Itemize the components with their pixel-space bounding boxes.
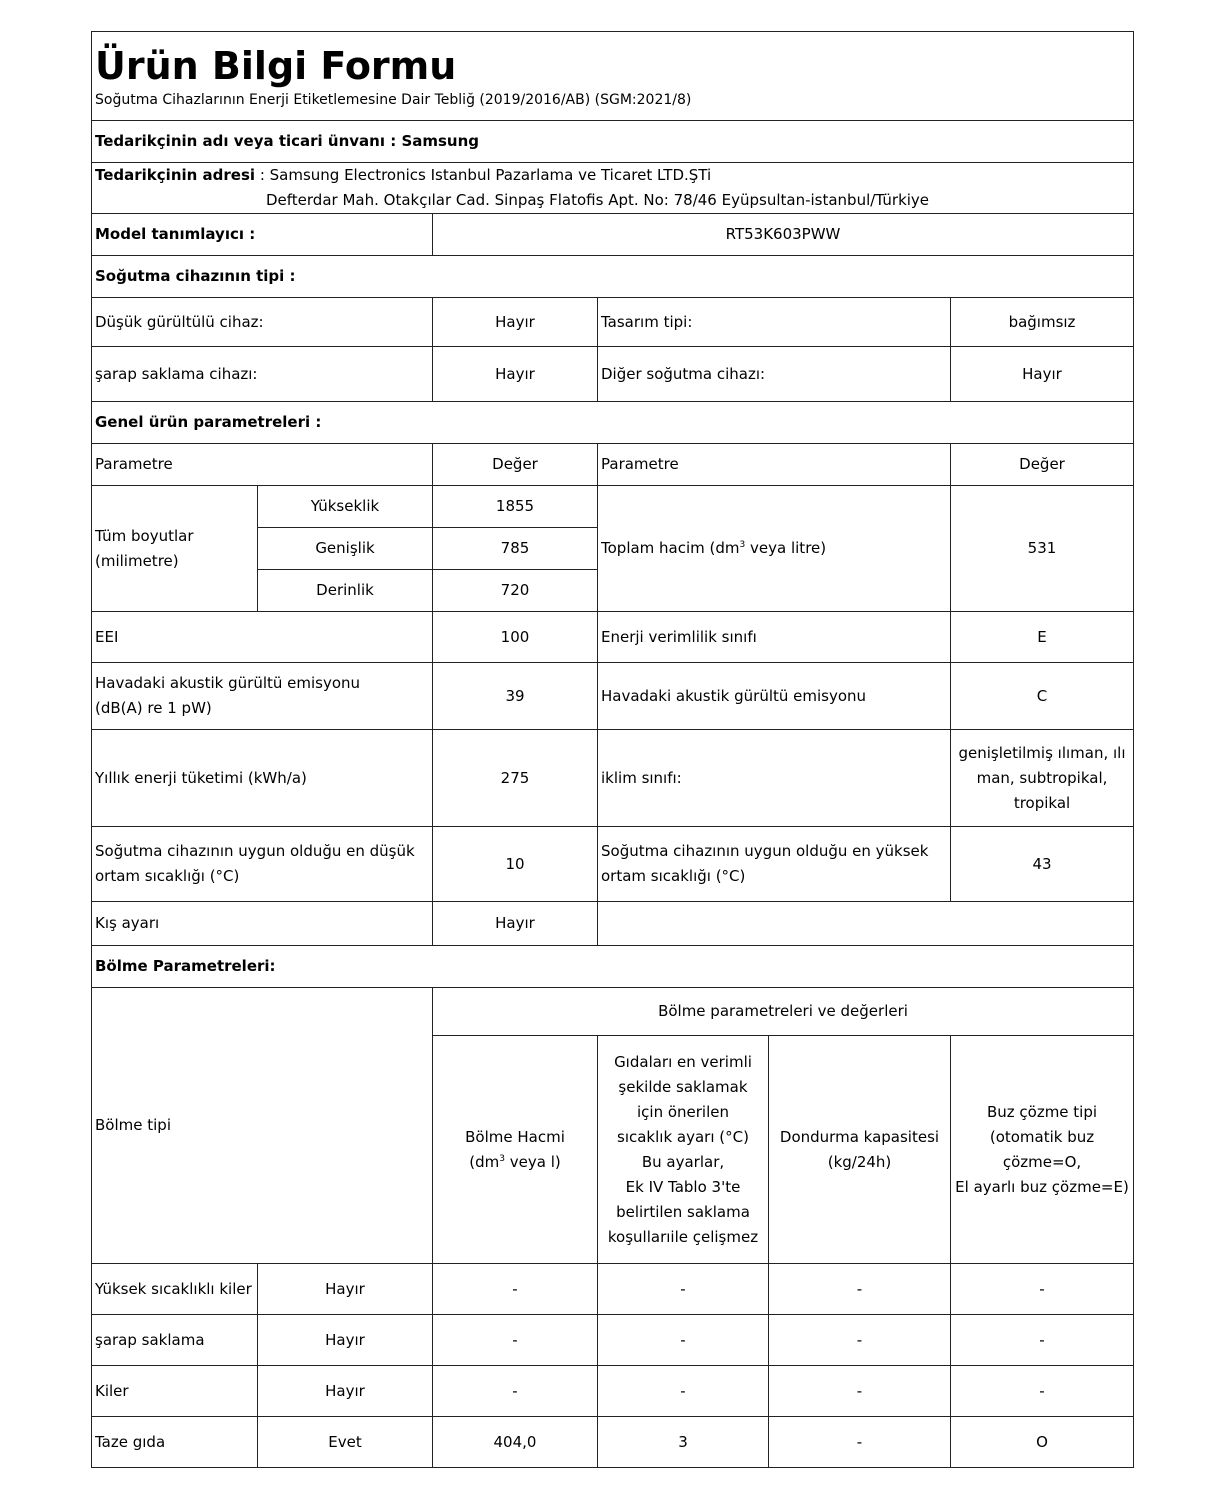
depth-label: Derinlik — [258, 570, 433, 612]
dimension-row-height — [92, 486, 1134, 528]
eei-value: 100 — [433, 612, 598, 663]
max-temp-label-line-2: ortam sıcaklığı (°C) — [601, 867, 746, 885]
freezing-capacity-header-line-1: Dondurma kapasitesi — [779, 1127, 940, 1146]
min-temp-label-line-2: ortam sıcaklığı (°C) — [95, 867, 240, 885]
min-temp-value: 10 — [433, 827, 598, 902]
design-type-label: Tasarım tipi: — [598, 298, 951, 347]
noise-label-line-1: Havadaki akustik gürültü emisyonu — [95, 674, 361, 692]
compartment-temp: 3 — [598, 1417, 769, 1468]
compartment-present: Evet — [258, 1417, 433, 1468]
compartment-freeze: - — [769, 1417, 951, 1468]
total-volume-label — [598, 486, 951, 612]
wine-storage-value: Hayır — [433, 347, 598, 402]
annual-energy-label: Yıllık enerji tüketimi (kWh/a) — [92, 730, 433, 827]
total-volume-label-a: Toplam hacim (dm — [601, 539, 740, 557]
general-column-header-row — [92, 444, 1134, 486]
width-value: 785 — [433, 528, 598, 570]
compartment-volume-header-sup: 3 — [499, 1153, 505, 1164]
recommended-temp-header-line: koşullarıile çelişmez — [607, 1227, 759, 1246]
compartment-freeze: - — [769, 1366, 951, 1417]
empty-cell — [598, 902, 1134, 946]
supplier-name: Tedarikçinin adı veya ticari ünvanı : Samsung — [92, 121, 1134, 163]
value-column-header-2: Değer — [951, 444, 1134, 486]
min-temp-label-line-1: Soğutma cihazının uygun olduğu en düşük — [95, 842, 415, 860]
table-row — [92, 1366, 1134, 1417]
min-temp-label — [92, 827, 433, 902]
appliance-type-row — [92, 298, 1134, 347]
address-label: Tedarikçinin adresi — [95, 166, 256, 184]
recommended-temp-header-line: Bu ayarlar, — [641, 1152, 725, 1171]
compartment-name: Taze gıda — [92, 1417, 258, 1468]
compartment-present: Hayır — [258, 1264, 433, 1315]
compartment-defrost: - — [951, 1315, 1134, 1366]
compartment-volume: - — [433, 1315, 598, 1366]
max-temp-value: 43 — [951, 827, 1134, 902]
compartment-volume-header-line-2b: veya l) — [505, 1152, 561, 1171]
annual-energy-value: 275 — [433, 730, 598, 827]
recommended-temp-header-line: sıcaklık ayarı (°C) — [617, 1127, 749, 1146]
max-temp-label — [598, 827, 951, 902]
table-row — [92, 1417, 1134, 1468]
height-label: Yükseklik — [258, 486, 433, 528]
compartment-defrost: - — [951, 1264, 1134, 1315]
page-subtitle: Soğutma Cihazlarının Enerji Etiketlemesine Dair Tebliğ (2019/2016/AB) (SGM:2021/8) — [95, 92, 692, 108]
dimensions-label-line-2: (milimetre) — [95, 551, 179, 570]
total-volume-value: 531 — [951, 486, 1134, 612]
title-cell — [92, 32, 1134, 121]
recommended-temp-header-line: için önerilen — [636, 1102, 729, 1121]
design-type-value: bağımsız — [951, 298, 1134, 347]
compartment-freeze: - — [769, 1264, 951, 1315]
model-row — [92, 214, 1134, 256]
defrost-type-header-line: El ayarlı buz çözme=E) — [955, 1177, 1129, 1196]
total-volume-label-sup: 3 — [739, 540, 746, 550]
winter-row — [92, 902, 1134, 946]
supplier-address-row — [92, 163, 1134, 214]
compartment-group-header-row — [92, 988, 1134, 1036]
wine-storage-label: şarap saklama cihazı: — [92, 347, 433, 402]
compartment-volume: - — [433, 1366, 598, 1417]
compartment-temp: - — [598, 1366, 769, 1417]
page-title: Ürün Bilgi Formu — [95, 44, 457, 88]
defrost-type-header-line: (otomatik buz — [989, 1127, 1095, 1146]
noise-label — [92, 663, 433, 730]
model-label: Model tanımlayıcı : — [92, 214, 433, 256]
freezing-capacity-header — [769, 1036, 951, 1264]
compartment-freeze: - — [769, 1315, 951, 1366]
recommended-temp-header-line: belirtilen saklama — [616, 1202, 750, 1221]
compartment-volume-header — [433, 1036, 598, 1264]
value-column-header: Değer — [433, 444, 598, 486]
climate-class-line-3: tropikal — [1013, 793, 1071, 812]
compartment-volume-header-line-2 — [436, 1150, 594, 1175]
freezing-capacity-header-line-2: (kg/24h) — [827, 1152, 892, 1171]
energy-class-value: E — [951, 612, 1134, 663]
recommended-temp-header-line: Ek IV Tablo 3'te — [625, 1177, 741, 1196]
address-line-2: Defterdar Mah. Otakçılar Cad. Sinpaş Flatofis Apt. No: 78/46 Eyüpsultan-istanbul/Türkiye — [266, 191, 930, 209]
recommended-temp-header-line: Gıdaları en verimli — [614, 1052, 752, 1071]
total-volume-label-b: veya litre) — [745, 539, 827, 557]
energy-class-label: Enerji verimlilik sınıfı — [598, 612, 951, 663]
address-line-1-text: : Samsung Electronics Istanbul Pazarlama ve Ticaret LTD.ŞTi — [255, 166, 712, 184]
address-line-1 — [95, 163, 1130, 188]
compartments-heading: Bölme Parametreleri: — [92, 946, 1134, 988]
other-appliance-value: Hayır — [951, 347, 1134, 402]
compartment-defrost: O — [951, 1417, 1134, 1468]
supplier-name-row — [92, 121, 1134, 163]
climate-class-line-2: man, subtropikal, — [976, 768, 1108, 787]
climate-class-label: iklim sınıfı: — [598, 730, 951, 827]
defrost-type-header-line: çözme=O, — [1002, 1152, 1082, 1171]
eei-label: EEI — [92, 612, 433, 663]
general-heading-row — [92, 402, 1134, 444]
compartment-name: Kiler — [92, 1366, 258, 1417]
compartment-present: Hayır — [258, 1315, 433, 1366]
dimensions-label — [92, 486, 258, 612]
climate-class-line-1: genişletilmiş ılıman, ılı — [958, 743, 1126, 762]
defrost-type-header — [951, 1036, 1134, 1264]
noise-class-label: Havadaki akustik gürültü emisyonu — [598, 663, 951, 730]
noise-label-line-2: (dB(A) re 1 pW) — [95, 699, 212, 717]
width-label: Genişlik — [258, 528, 433, 570]
other-appliance-label: Diğer soğutma cihazı: — [598, 347, 951, 402]
climate-class-value — [951, 730, 1134, 827]
recommended-temp-header — [598, 1036, 769, 1264]
compartment-volume-header-line-2a: (dm — [469, 1152, 500, 1171]
compartment-temp: - — [598, 1315, 769, 1366]
compartment-volume-header-line-1: Bölme Hacmi — [465, 1127, 565, 1146]
compartment-volume: - — [433, 1264, 598, 1315]
compartment-volume: 404,0 — [433, 1417, 598, 1468]
appliance-type-heading-row — [92, 256, 1134, 298]
product-info-sheet — [91, 31, 1133, 1469]
compartment-name: şarap saklama — [92, 1315, 258, 1366]
compartment-name: Yüksek sıcaklıklı kiler — [92, 1264, 258, 1315]
depth-value: 720 — [433, 570, 598, 612]
max-temp-label-line-1: Soğutma cihazının uygun olduğu en yüksek — [601, 842, 929, 860]
supplier-address — [92, 163, 1134, 214]
appliance-type-heading: Soğutma cihazının tipi : — [92, 256, 1134, 298]
compartment-present: Hayır — [258, 1366, 433, 1417]
energy-row — [92, 730, 1134, 827]
ambient-temperature-row — [92, 827, 1134, 902]
winter-setting-value: Hayır — [433, 902, 598, 946]
param-column-header-2: Parametre — [598, 444, 951, 486]
noise-class-value: C — [951, 663, 1134, 730]
dimensions-label-line-1: Tüm boyutlar — [95, 526, 194, 545]
compartment-temp: - — [598, 1264, 769, 1315]
compartment-type-label: Bölme tipi — [92, 988, 433, 1264]
eei-row — [92, 612, 1134, 663]
param-column-header: Parametre — [92, 444, 433, 486]
general-heading: Genel ürün parametreleri : — [92, 402, 1134, 444]
appliance-type-row — [92, 347, 1134, 402]
noise-value: 39 — [433, 663, 598, 730]
title-row — [92, 32, 1134, 121]
low-noise-value: Hayır — [433, 298, 598, 347]
winter-setting-label: Kış ayarı — [92, 902, 433, 946]
compartment-group-header: Bölme parametreleri ve değerleri — [433, 988, 1134, 1036]
low-noise-label: Düşük gürültülü cihaz: — [92, 298, 433, 347]
height-value: 1855 — [433, 486, 598, 528]
noise-row — [92, 663, 1134, 730]
compartment-defrost: - — [951, 1366, 1134, 1417]
compartments-heading-row — [92, 946, 1134, 988]
table-row — [92, 1315, 1134, 1366]
recommended-temp-header-line: şekilde saklamak — [618, 1077, 748, 1096]
defrost-type-header-line: Buz çözme tipi — [986, 1102, 1098, 1121]
product-info-table — [91, 31, 1134, 1468]
table-row — [92, 1264, 1134, 1315]
model-value: RT53K603PWW — [433, 214, 1134, 256]
